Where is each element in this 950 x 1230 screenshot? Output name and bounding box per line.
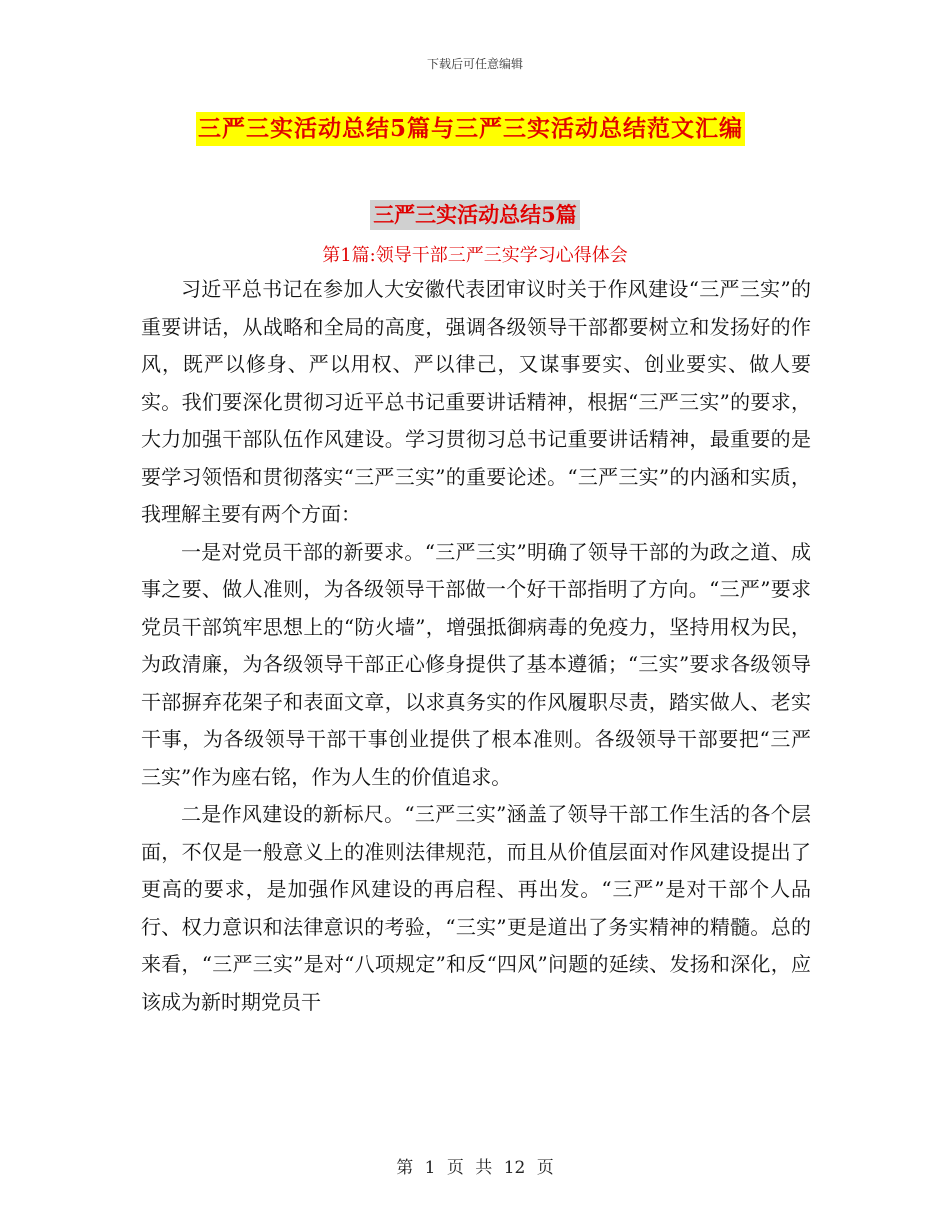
page-footer: 第 1 页 共 12 页 [396, 1158, 554, 1178]
paragraph-2: 一是对党员干部的新要求。“三严三实”明确了领导干部的为政之道、成事之要、做人准则，为各级领导干部做一个好干部指明了方向。“三严”要求党员干部筑牢思想上的“防火墙”，增强抵御病毒的免疫力，坚持用权为民，为政清廉，为各级领导干部正心修身提供了基本遵循；“三实”要求各级领导干部摒弃花架子和表面文章，以求真务实的作风履职尽责，踏实做人、老实干事，为各级领导干部干事创业提供了根本准则。各级领导干部要把“三严三实”作为座右铭，作为人生的价值追求。 [141, 539, 811, 789]
section-title-wrapper [0, 200, 950, 230]
paragraph-1: 习近平总书记在参加人大安徽代表团审议时关于作风建设“三严三实”的重要讲话，从战略和全局的高度，强调各级领导干部都要树立和发扬好的作风，既严以修身、严以用权、严以律己，又谋事要实、创业要实、做人要实。我们要深化贯彻习近平总书记重要讲话精神，根据“三严三实”的要求，大力加强干部队伍作风建设。学习贯彻习总书记重要讲话精神，最重要的是要学习领悟和贯彻落实“三严三实”的重要论述。“三严三实”的内涵和实质，我理解主要有两个方面： [141, 277, 811, 526]
main-title: 三严三实活动总结5篇与三严三实活动总结范文汇编 [196, 112, 745, 146]
section-title: 三严三实活动总结5篇 [370, 200, 580, 230]
article-subtitle: 第1篇:领导干部三严三实学习心得体会 [322, 245, 628, 266]
paragraph-3: 二是作风建设的新标尺。“三严三实”涵盖了领导干部工作生活的各个层面，不仅是一般意义上的准则法律规范，而且从价值层面对作风建设提出了更高的要求，是加强作风建设的再启程、再出发。“三严”是对干部个人品行、权力意识和法律意识的考验，“三实”更是道出了务实精神的精髓。总的来看，“三严三实”是对“八项规定”和反“四风”问题的延续、发扬和深化，应该成为新时期党员干 [141, 802, 811, 1014]
body-text [141, 271, 811, 1021]
header-note: 下载后可任意编辑 [426, 57, 523, 71]
